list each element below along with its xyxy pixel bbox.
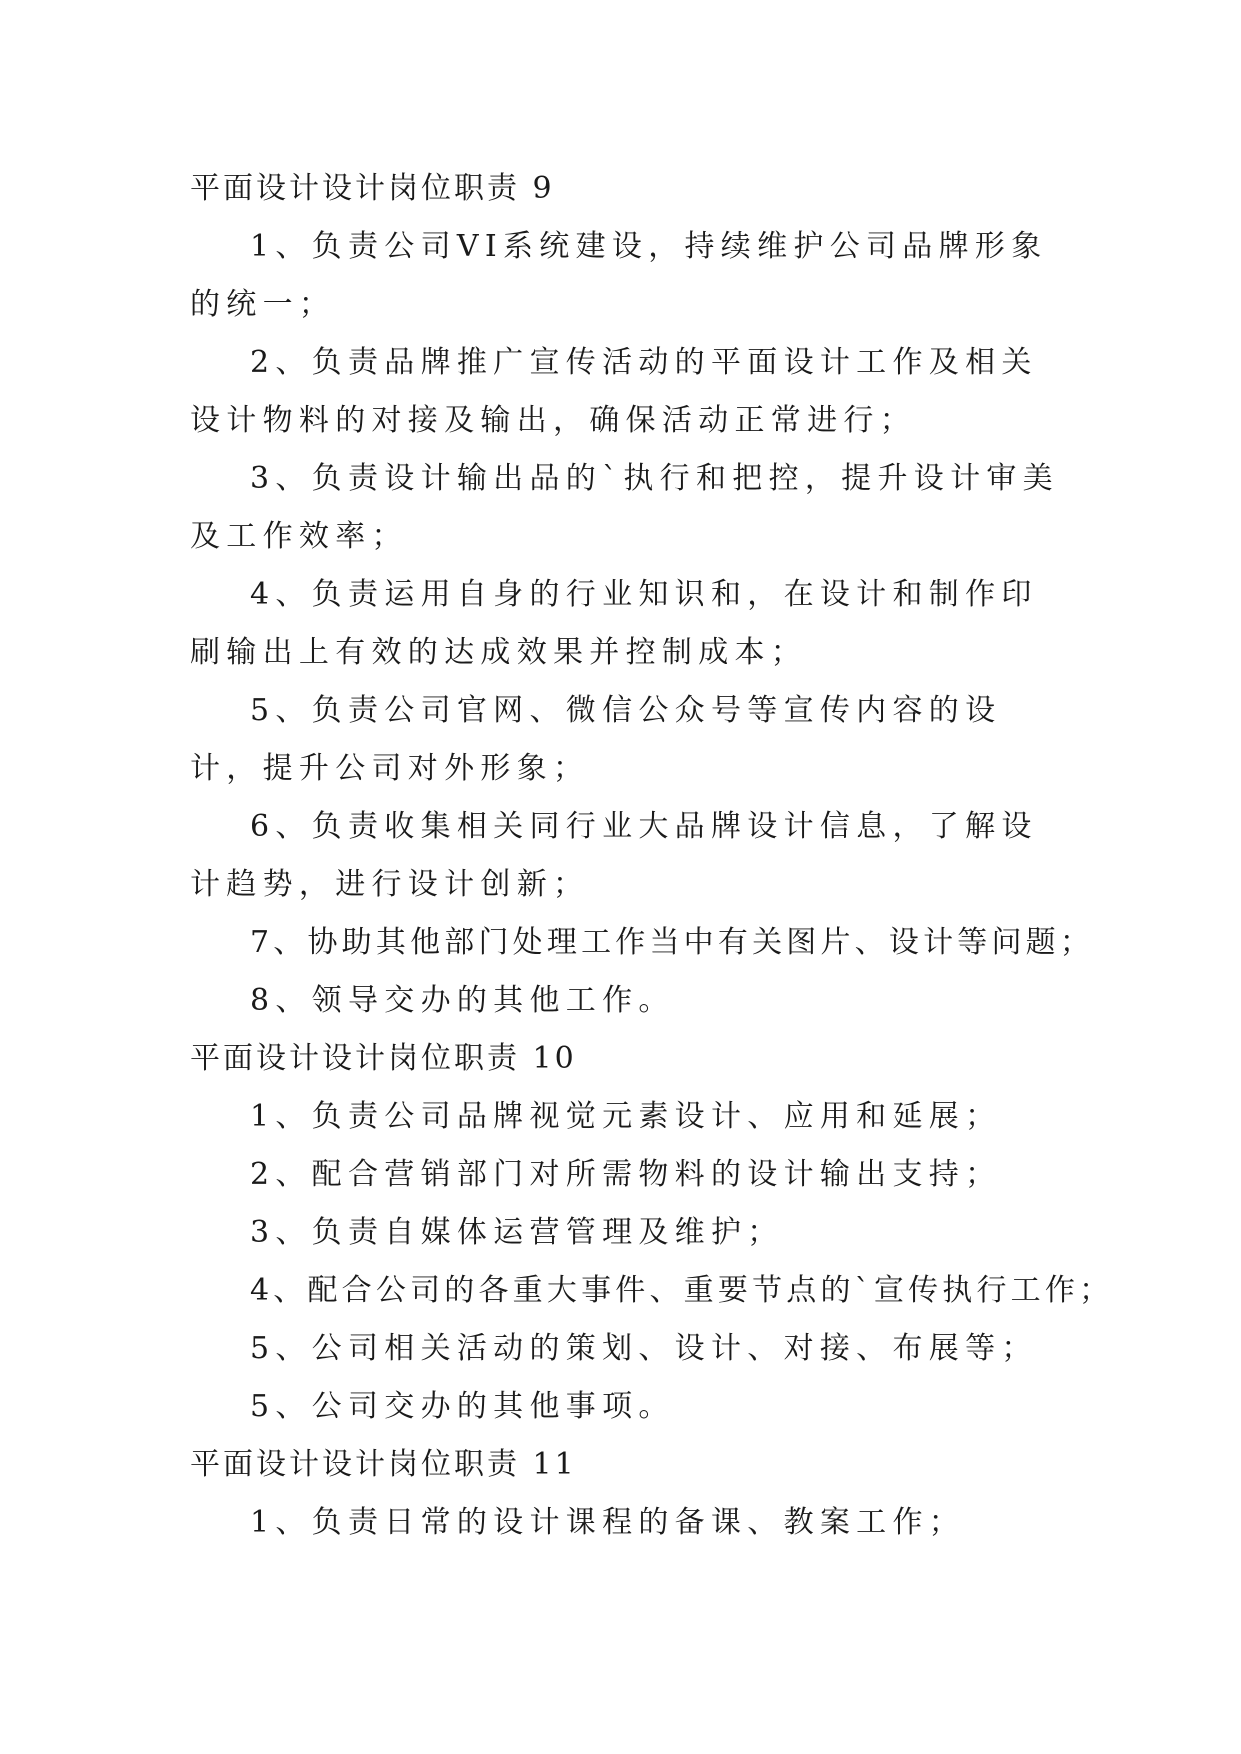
duty-item: 3、负责自媒体运营管理及维护； <box>250 1215 784 1250</box>
duty-item: 3、负责设计输出品的`执行和把控，提升设计审美及工作效率； <box>190 461 1059 554</box>
duty-item: 7、协助其他部门处理工作当中有关图片、设计等问题； <box>250 925 1095 960</box>
duty-item: 5、公司交办的其他事项。 <box>250 1389 675 1424</box>
duty-item: 5、公司相关活动的策划、设计、对接、布展等； <box>250 1331 1038 1366</box>
duty-item: 8、领导交办的其他工作。 <box>250 983 675 1018</box>
duty-item: 2、配合营销部门对所需物料的设计输出支持； <box>250 1157 1002 1192</box>
duty-item: 6、负责收集相关同行业大品牌设计信息，了解设计趋势，进行设计创新； <box>190 809 1038 902</box>
duty-item: 4、配合公司的各重大事件、重要节点的`宣传执行工作； <box>250 1273 1114 1308</box>
duty-item: 1、负责公司VI系统建设，持续维护公司品牌形象的统一； <box>190 229 1048 322</box>
section-heading: 平面设计设计岗位职责 11 <box>190 1447 577 1482</box>
duty-item: 5、负责公司官网、微信公众号等宣传内容的设计，提升公司对外形象； <box>190 693 1002 786</box>
duty-item: 2、负责品牌推广宣传活动的平面设计工作及相关设计物料的对接及输出，确保活动正常进行； <box>190 345 1038 438</box>
duty-item: 1、负责公司品牌视觉元素设计、应用和延展； <box>250 1099 1002 1134</box>
duty-item: 4、负责运用自身的行业知识和，在设计和制作印刷输出上有效的达成效果并控制成本； <box>190 577 1038 670</box>
duty-item: 1、负责日常的设计课程的备课、教案工作； <box>250 1505 966 1540</box>
document-page <box>190 160 1114 1552</box>
section-heading: 平面设计设计岗位职责 9 <box>190 171 555 206</box>
section-heading: 平面设计设计岗位职责 10 <box>190 1041 577 1076</box>
